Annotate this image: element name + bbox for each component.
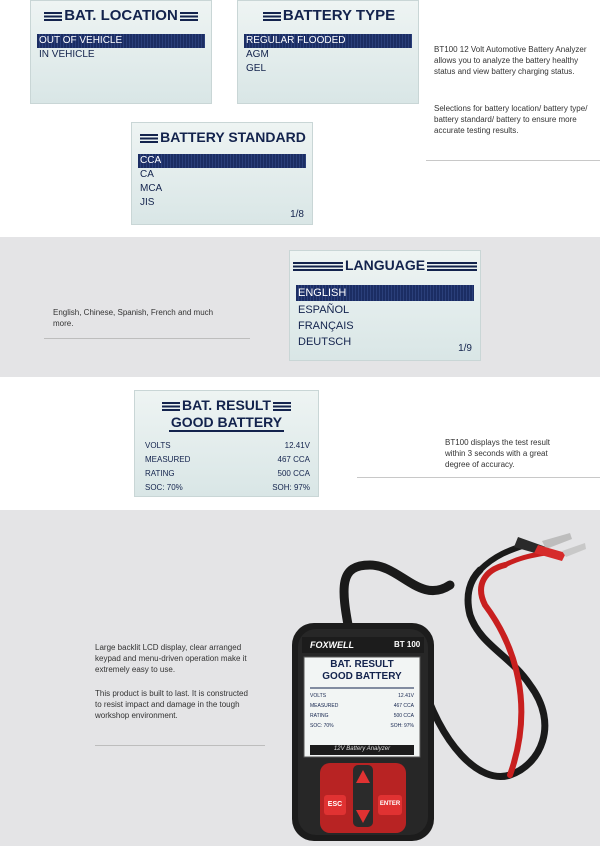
- battery-analyzer-device: [280, 525, 590, 845]
- battery-standard-title: BATTERY STANDARD: [132, 129, 312, 145]
- enter-button[interactable]: ENTER: [379, 801, 401, 807]
- battery-standard-screen: [131, 122, 313, 225]
- bat-location-option-in[interactable]: IN VEHICLE: [39, 49, 95, 60]
- result-title: BAT. RESULT: [135, 397, 318, 413]
- language-title: LANGUAGE: [290, 257, 480, 273]
- bat-location-screen: [30, 0, 212, 104]
- language-description: English, Chinese, Spanish, French and much more.: [53, 308, 214, 328]
- device-row-label: RATING: [310, 713, 329, 719]
- divider: [357, 477, 600, 478]
- result-status: GOOD BATTERY: [170, 414, 283, 430]
- battery-type-option-gel[interactable]: GEL: [246, 63, 267, 74]
- battery-standard-page: 1/8: [290, 209, 304, 220]
- bat-location-option-out[interactable]: OUT OF VEHICLE: [37, 34, 205, 48]
- battery-standard-option-ca[interactable]: CA: [140, 169, 154, 180]
- result-value: SOH: 97%: [272, 483, 310, 492]
- device-row-value: 12.41V: [398, 693, 414, 699]
- device-caption: 12V Battery Analyzer: [333, 746, 391, 752]
- result-value: 12.41V: [284, 441, 310, 450]
- device-screen-row: [310, 693, 414, 699]
- section-selections: [0, 0, 600, 237]
- language-option-espanol[interactable]: ESPAÑOL: [298, 304, 350, 316]
- result-label: RATING: [145, 469, 175, 478]
- battery-type-option-flooded[interactable]: REGULAR FLOODED: [244, 34, 412, 48]
- result-row: [145, 455, 310, 464]
- device-paragraph-2: This product is built to last. It is constructed to resist impact and damage in the tough workshop environment.: [95, 689, 248, 720]
- result-label: MEASURED: [145, 455, 191, 464]
- section-result: [0, 377, 600, 510]
- device-screen-title: BAT. RESULT: [330, 659, 394, 670]
- battery-standard-option-jis[interactable]: JIS: [140, 197, 155, 208]
- esc-button[interactable]: ESC: [327, 801, 343, 808]
- divider: [426, 160, 600, 161]
- result-screen: [134, 390, 319, 497]
- battery-standard-option-mca[interactable]: MCA: [140, 183, 163, 194]
- language-option-deutsch[interactable]: DEUTSCH: [298, 336, 352, 348]
- result-label: VOLTS: [145, 441, 171, 450]
- language-option-francais[interactable]: FRANÇAIS: [298, 320, 354, 332]
- divider: [95, 745, 265, 746]
- device-paragraph-1: Large backlit LCD display, clear arranged keypad and menu-driven operation make it extremely easy to use.: [95, 643, 247, 674]
- battery-standard-option-cca[interactable]: CCA: [138, 154, 306, 168]
- device-model: BT 100: [394, 640, 421, 649]
- language-option-english[interactable]: ENGLISH: [296, 285, 474, 301]
- divider: [44, 338, 250, 339]
- result-description: BT100 displays the test result within 3 seconds with a great degree of accuracy.: [445, 438, 550, 469]
- device-row-value: SOH: 97%: [390, 723, 414, 729]
- battery-type-title: BATTERY TYPE: [238, 7, 418, 24]
- device-row-label: MEASURED: [310, 703, 339, 709]
- battery-type-screen: [237, 0, 419, 104]
- device-screen-row: [310, 713, 414, 719]
- intro-paragraph-1: BT100 12 Volt Automotive Battery Analyzer allows you to analyze the battery healthy status and view battery charging status.: [434, 45, 587, 76]
- device-row-value: 467 CCA: [393, 703, 414, 709]
- intro-paragraph-2: Selections for battery location/ battery type/ battery standard/ battery to ensure more accurate testing results.: [434, 104, 588, 135]
- language-screen: [289, 250, 481, 361]
- bat-location-title: BAT. LOCATION: [31, 7, 211, 24]
- device-screen-status: GOOD BATTERY: [322, 671, 402, 682]
- language-page: 1/9: [458, 343, 472, 354]
- result-row: [145, 483, 310, 492]
- device-row-value: 500 CCA: [393, 713, 414, 719]
- result-row: [145, 441, 310, 450]
- result-value: 500 CCA: [277, 469, 310, 478]
- device-screen-row: [310, 723, 414, 729]
- device-row-label: SOC: 70%: [310, 723, 334, 729]
- device-brand: FOXWELL: [310, 640, 354, 650]
- section-language: [0, 237, 600, 377]
- device-screen-row: [310, 703, 414, 709]
- battery-type-option-agm[interactable]: AGM: [246, 49, 269, 60]
- result-row: [145, 469, 310, 478]
- device-row-label: VOLTS: [310, 693, 327, 699]
- device-illustration: [280, 525, 590, 845]
- result-value: 467 CCA: [277, 455, 310, 464]
- result-label: SOC: 70%: [145, 483, 183, 492]
